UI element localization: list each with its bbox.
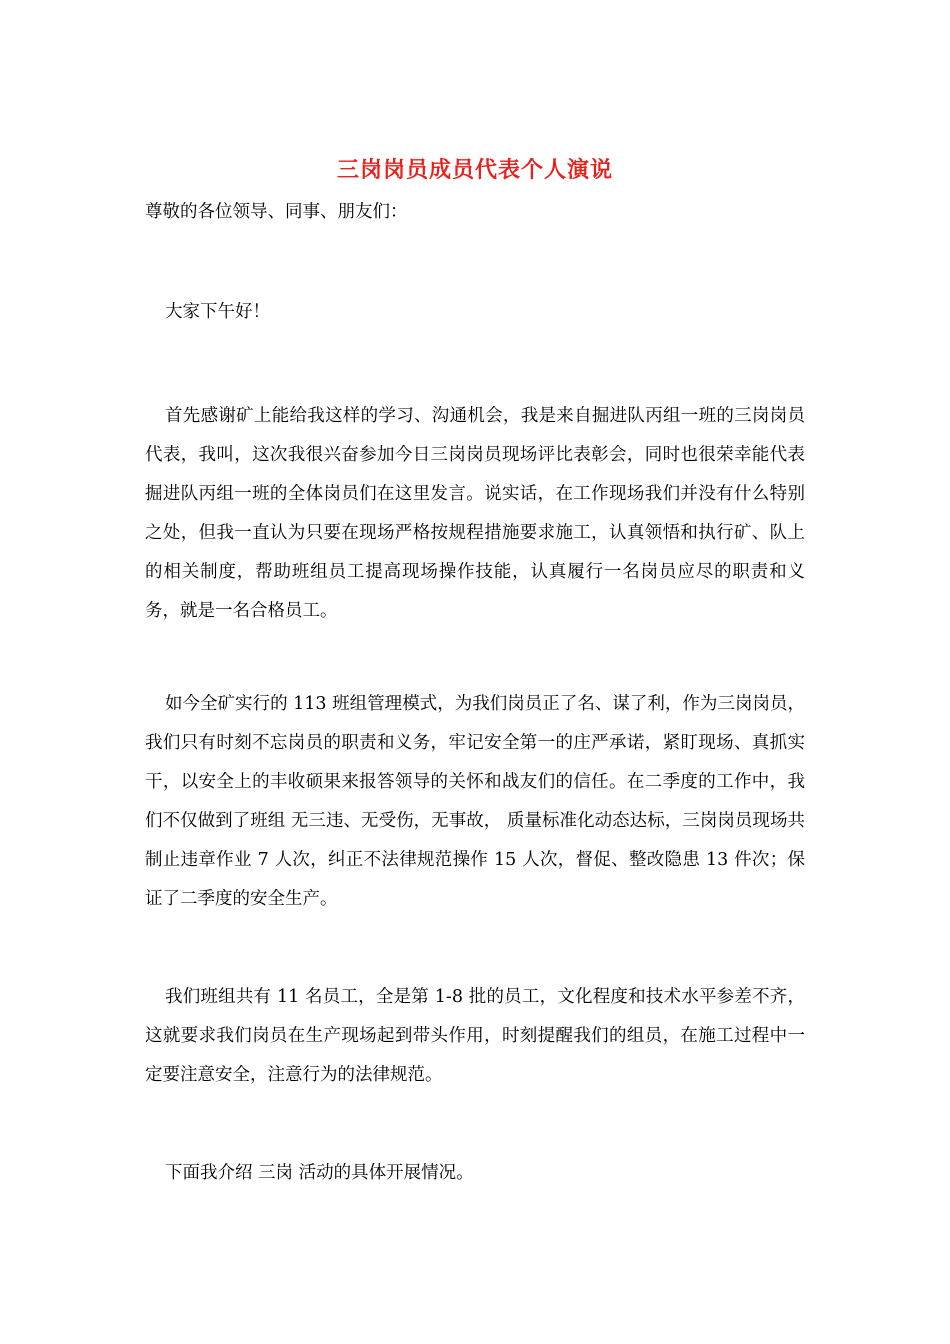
salutation: 尊敬的各位领导、同事、朋友们：: [145, 202, 408, 222]
document-title: 三岗岗员成员代表个人演说: [336, 157, 613, 183]
paragraph-achievements: 如今全矿实行的 113 班组管理模式，为我们岗员正了名、谋了利，作为三岗岗员，我们只有时刻不忘岗员的职责和义务，牢记安全第一的庄严承诺，紧盯现场、真抓实干，以安全上的丰收硕果来报答领导的关怀和战友们的信任。在二季度的工作中，我们不仅做到了班组 无三违、无受伤，无事故， 质量标准化动态达标，三岗岗员现场共制止违章作业 7 人次，纠正不法律规范操作 15 人次，督促、整改隐患 13 件次；保证了二季度的安全生产。: [145, 694, 805, 909]
paragraph-team: 我们班组共有 11 名员工，全是第 1-8 批的员工，文化程度和技术水平参差不齐，这就要求我们岗员在生产现场起到带头作用，时刻提醒我们的组员，在施工过程中一定要注意安全，注意行为的法律规范。: [145, 987, 805, 1085]
paragraph-greeting: 大家下午好！: [165, 302, 270, 322]
paragraph-transition: 下面我介绍 三岗 活动的具体开展情况。: [165, 1163, 474, 1183]
paragraph-introduction: 首先感谢矿上能给我这样的学习、沟通机会，我是来自掘进队丙组一班的三岗岗员代表，我叫，这次我很兴奋参加今日三岗岗员现场评比表彰会，同时也很荣幸能代表掘进队丙组一班的全体岗员们在这里发言。说实话，在工作现场我们并没有什么特别之处，但我一直认为只要在现场严格按规程措施要求施工，认真领悟和执行矿、队上的相关制度，帮助班组员工提高现场操作技能，认真履行一名岗员应尽的职责和义务，就是一名合格员工。: [145, 406, 805, 621]
